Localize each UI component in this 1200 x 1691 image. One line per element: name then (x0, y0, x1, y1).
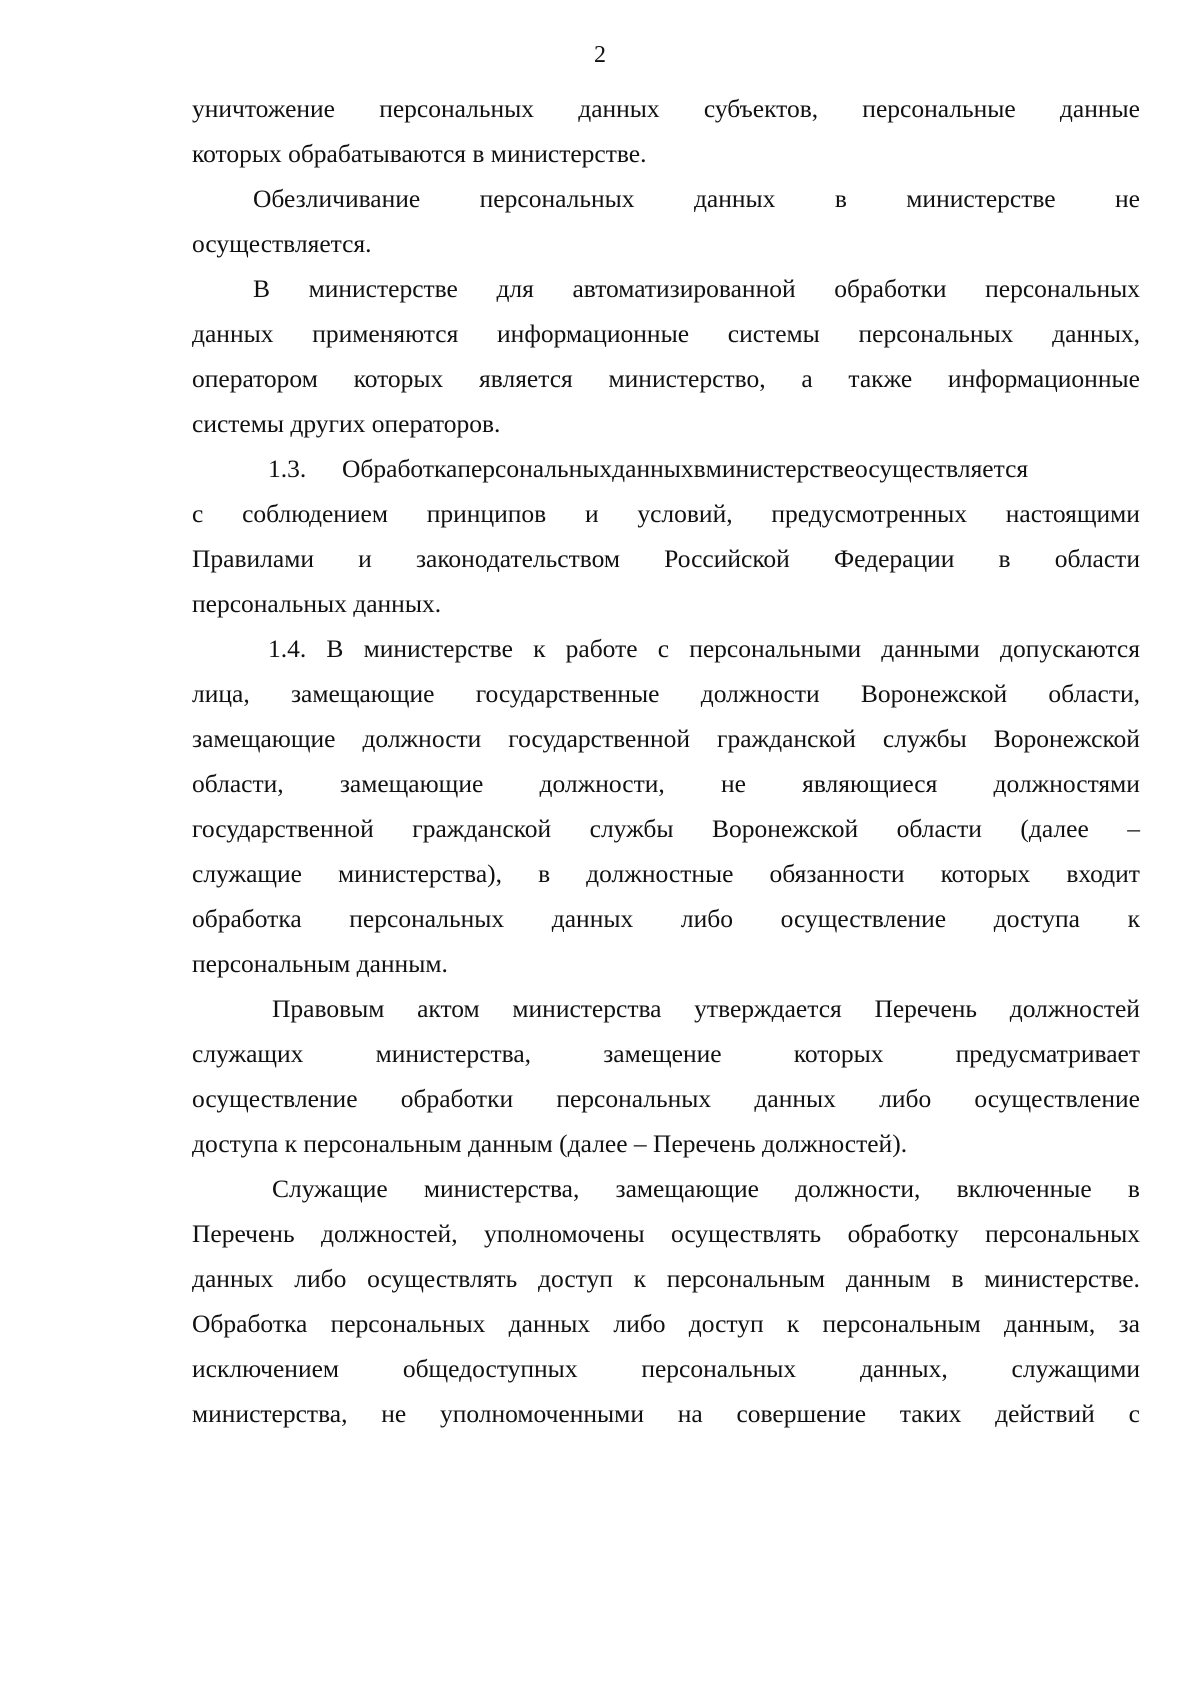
word: персональных (556, 1084, 712, 1113)
word: общедоступных (402, 1354, 578, 1383)
text-line (192, 497, 1140, 531)
word: к (633, 1264, 647, 1293)
word: области (896, 814, 982, 843)
word: служащие (192, 859, 302, 888)
word: данных (551, 904, 634, 933)
word: должности, (539, 769, 665, 798)
word: министерстве (363, 634, 513, 663)
text-line (253, 182, 1140, 216)
text-line (192, 362, 1140, 396)
word: входит (1066, 859, 1140, 888)
text-line (192, 812, 1140, 846)
word: данных, (859, 1354, 948, 1383)
word: обработки (834, 274, 947, 303)
word: Российской (664, 544, 790, 573)
word: в (1127, 1174, 1140, 1203)
word: является (479, 364, 573, 393)
word: соблюдением (242, 499, 389, 528)
word: которых (793, 1039, 884, 1068)
word: государственной (192, 814, 374, 843)
word: Перечень (874, 994, 978, 1023)
text-line (192, 857, 1140, 891)
word: министерство, (608, 364, 766, 393)
word: к (786, 1309, 800, 1338)
text-line (192, 677, 1140, 711)
word: данным, (1004, 1309, 1096, 1338)
text-line (192, 902, 1140, 936)
word: Воронежской (860, 679, 1008, 708)
text-line (253, 272, 1140, 306)
word: системы (727, 319, 820, 348)
word: применяются (312, 319, 459, 348)
word: в (834, 184, 847, 213)
word: персональным (822, 1309, 981, 1338)
word: исключением (192, 1354, 340, 1383)
word: а (801, 364, 813, 393)
word: предусматривает (955, 1039, 1140, 1068)
word: осуществление (192, 1084, 358, 1113)
word: персональным (666, 1264, 826, 1293)
word: в (998, 544, 1011, 573)
word: Воронежской (711, 814, 859, 843)
word: данных (508, 1309, 591, 1338)
page-number: 2 (594, 42, 606, 68)
text-line (192, 92, 1140, 126)
text-line (192, 1262, 1140, 1296)
text-line (192, 542, 1140, 576)
word: должностями (993, 769, 1140, 798)
word: не (720, 769, 746, 798)
word: должности (362, 724, 482, 753)
word: данных (612, 454, 694, 483)
word: совершение (736, 1399, 867, 1428)
word: настоящими (1005, 499, 1140, 528)
word: к (1127, 904, 1140, 933)
word: принципов (426, 499, 547, 528)
word: действий (995, 1399, 1095, 1428)
word: персональных (858, 319, 1014, 348)
word: являющиеся (802, 769, 938, 798)
section-heading-line (268, 452, 1140, 486)
word: замещающие (339, 769, 484, 798)
word: службы (882, 724, 967, 753)
word: включенные (956, 1174, 1092, 1203)
word: доступ (537, 1264, 613, 1293)
word: В (326, 634, 344, 663)
word: данных, (1052, 319, 1140, 348)
word: работе (565, 634, 638, 663)
word: субъектов, (703, 94, 819, 123)
word: должностей (1009, 994, 1140, 1023)
word: персональных (985, 274, 1140, 303)
word: в (538, 859, 551, 888)
word: гражданской (412, 814, 552, 843)
text-line (192, 1352, 1140, 1386)
section-number: 1.3. (268, 454, 307, 483)
word: данных (693, 184, 776, 213)
text-line: системы других операторов. (192, 409, 501, 438)
word: информационные (497, 319, 690, 348)
text-line: персональным данным. (192, 949, 448, 978)
text-line (192, 1037, 1140, 1071)
word: министерстве (906, 184, 1056, 213)
word: области (1054, 544, 1140, 573)
word: должности, (795, 1174, 921, 1203)
word: должности (700, 679, 820, 708)
word: которых (940, 859, 1031, 888)
word: служащих (192, 1039, 304, 1068)
word: области, (192, 769, 284, 798)
word: персональных (985, 1219, 1140, 1248)
word: осуществление (974, 1084, 1140, 1113)
word: Воронежской (993, 724, 1140, 753)
word: служащими (1011, 1354, 1140, 1383)
text-line (192, 1217, 1140, 1251)
word: таких (899, 1399, 962, 1428)
word: Обезличивание (253, 184, 421, 213)
word: государственной (508, 724, 691, 753)
word: и (358, 544, 372, 573)
word: либо (680, 904, 733, 933)
word: государственные (475, 679, 660, 708)
text-line (192, 1307, 1140, 1341)
word: Обработка (192, 1309, 308, 1338)
word: министерстве (705, 454, 855, 483)
word: области, (1048, 679, 1140, 708)
word: предусмотренных (771, 499, 968, 528)
word: осуществлять (367, 1264, 518, 1293)
text-line (192, 722, 1140, 756)
word: автоматизированной (572, 274, 796, 303)
word: в (951, 1264, 964, 1293)
word: 1.4. (268, 634, 307, 663)
word: замещающие (290, 679, 435, 708)
word: – (1127, 814, 1140, 843)
word: либо (294, 1264, 347, 1293)
text-line (272, 992, 1140, 1026)
word: не (1115, 184, 1140, 213)
word: персональных (479, 184, 635, 213)
word: утверждается (694, 994, 842, 1023)
text-line: осуществляется. (192, 229, 372, 258)
word: которых (353, 364, 444, 393)
word: за (1118, 1309, 1140, 1338)
word: с (657, 634, 670, 663)
word: лица, (192, 679, 250, 708)
word: доступа (993, 904, 1080, 933)
word: с (192, 499, 204, 528)
text-line (272, 1172, 1140, 1206)
word: министерства), (338, 859, 503, 888)
word: к (533, 634, 546, 663)
word: осуществление (780, 904, 947, 933)
word: замещающие (615, 1174, 759, 1203)
word: законодательством (415, 544, 621, 573)
word: данные (1059, 94, 1140, 123)
word: уничтожение (192, 94, 336, 123)
word: (далее (1020, 814, 1089, 843)
text-line: доступа к персональным данным (далее – Перечень должностей). (192, 1129, 908, 1158)
word: информационные (947, 364, 1140, 393)
word: Обработка (342, 454, 458, 483)
word: обработки (400, 1084, 514, 1113)
text-line (192, 1082, 1140, 1116)
word: должностей, (321, 1219, 458, 1248)
text-line: персональных данных. (192, 589, 442, 618)
word: персональных (457, 454, 613, 483)
word: Правилами (192, 544, 314, 573)
word: обязанности (769, 859, 905, 888)
word: уполномочены (484, 1219, 645, 1248)
word: данных (578, 94, 660, 123)
text-line (342, 452, 1140, 486)
word: персональными (689, 634, 862, 663)
word: осуществлять (671, 1219, 822, 1248)
word: не (381, 1399, 407, 1428)
text-line (192, 1397, 1140, 1431)
word: данных (192, 1264, 274, 1293)
word: министерстве (308, 274, 458, 303)
text-line: которых обрабатываются в министерстве. (192, 139, 647, 168)
text-line (192, 767, 1140, 801)
word: персональных (641, 1354, 797, 1383)
word: обработка (192, 904, 302, 933)
text-line (268, 632, 1140, 666)
word: персональных (330, 1309, 486, 1338)
word: министерства, (423, 1174, 580, 1203)
word: Служащие (272, 1174, 388, 1203)
word: Федерации (833, 544, 955, 573)
word: на (677, 1399, 703, 1428)
word: Правовым (272, 994, 385, 1023)
word: данными (881, 634, 980, 663)
word: персональных (379, 94, 535, 123)
word: данных (192, 319, 274, 348)
word: должностные (586, 859, 734, 888)
word: с (1128, 1399, 1140, 1428)
word: данных (754, 1084, 836, 1113)
word: осуществляется (854, 454, 1029, 483)
word: уполномоченными (439, 1399, 644, 1428)
word: службы (589, 814, 674, 843)
word: Перечень (192, 1219, 295, 1248)
word: министерства, (375, 1039, 532, 1068)
word: либо (879, 1084, 932, 1113)
word: для (496, 274, 534, 303)
word: либо (613, 1309, 666, 1338)
text-line (192, 317, 1140, 351)
word: В (253, 274, 271, 303)
word: оператором (192, 364, 318, 393)
word: персональных (349, 904, 505, 933)
word: данным (845, 1264, 931, 1293)
word: министерства (512, 994, 662, 1023)
word: актом (417, 994, 480, 1023)
word: гражданской (717, 724, 856, 753)
word: доступ (688, 1309, 764, 1338)
word: министерстве. (984, 1264, 1140, 1293)
word: также (848, 364, 913, 393)
word: и (584, 499, 599, 528)
word: замещение (603, 1039, 722, 1068)
word: условий, (637, 499, 733, 528)
word: допускаются (999, 634, 1140, 663)
word: министерства, (192, 1399, 348, 1428)
word: персональные (862, 94, 1016, 123)
word: обработку (847, 1219, 959, 1248)
word: замещающие (192, 724, 336, 753)
word: в (693, 454, 706, 483)
